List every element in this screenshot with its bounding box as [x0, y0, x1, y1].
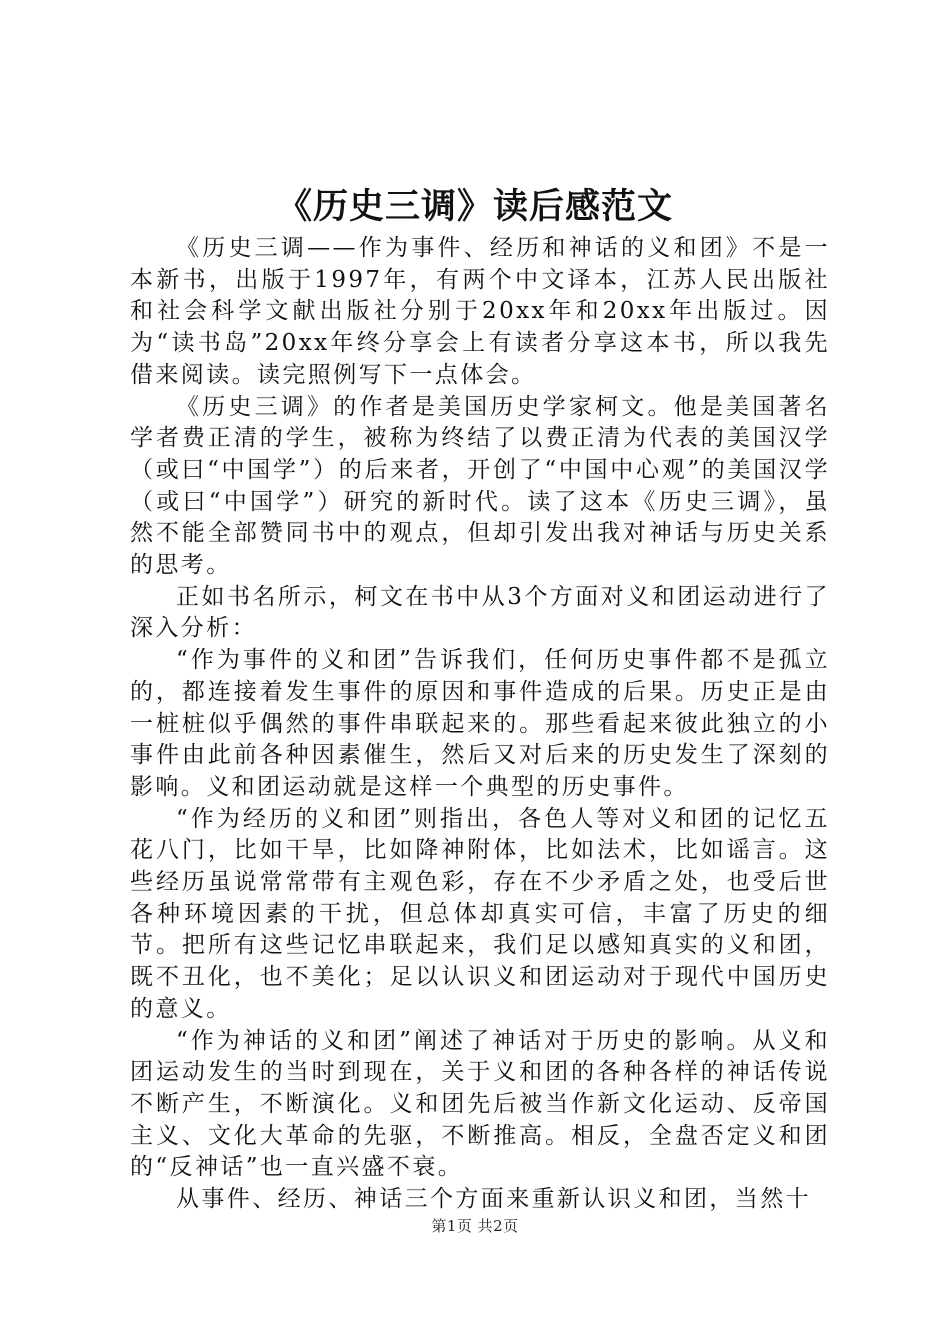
page-number-footer: 第1页 共2页: [431, 1217, 519, 1235]
paragraph-continuation: 从事件、经历、神话三个方面来重新认识义和团，当然十: [176, 1186, 811, 1213]
paragraph-intro: 《历史三调——作为事件、经历和神话的义和团》不是一本新书，出版于1997年，有两个中文译本，江苏人民出版社和社会科学文献出版社分别于20xx年和20xx年出版过。因为“读书岛”20xx年终分享会上有读者分享这本书，所以我先借来阅读。读完照例写下一点体会。: [130, 235, 830, 388]
paragraph-myth: “作为神话的义和团”阐述了神话对于历史的影响。从义和团运动发生的当时到现在，关于义和团的各种各样的神话传说不断产生，不断演化。义和团先后被当作新文化运动、反帝国主义、文化大革命的先驱，不断推高。相反，全盘否定义和团的“反神话”也一直兴盛不衰。: [130, 1027, 830, 1181]
paragraph-overview: 正如书名所示，柯文在书中从3个方面对义和团运动进行了深入分析：: [130, 583, 830, 642]
document-title: 《历史三调》读后感范文: [276, 186, 673, 227]
paragraph-author: 《历史三调》的作者是美国历史学家柯文。他是美国著名学者费正清的学生，被称为终结了以费正清为代表的美国汉学（或曰“中国学”）的后来者，开创了“中国中心观”的美国汉学（或曰“中国学”）研究的新时代。读了这本《历史三调》，虽然不能全部赞同书中的观点，但却引发出我对神话与历史关系的思考。: [130, 393, 830, 579]
document-body: [130, 233, 830, 1216]
paragraph-event: “作为事件的义和团”告诉我们，任何历史事件都不是孤立的，都连接着发生事件的原因和事件造成的后果。历史正是由一桩桩似乎偶然的事件串联起来的。那些看起来彼此独立的小事件由此前各种因素催生，然后又对后来的历史发生了深刻的影响。义和团运动就是这样一个典型的历史事件。: [130, 647, 830, 800]
paragraph-experience: “作为经历的义和团”则指出，各色人等对义和团的记忆五花八门，比如干旱，比如降神附体，比如法术，比如谣言。这些经历虽说常常带有主观色彩，存在不少矛盾之处，也受后世各种环境因素的干扰，但总体却真实可信，丰富了历史的细节。把所有这些记忆串联起来，我们足以感知真实的义和团，既不丑化，也不美化；足以认识义和团运动对于现代中国历史的意义。: [130, 805, 830, 1022]
